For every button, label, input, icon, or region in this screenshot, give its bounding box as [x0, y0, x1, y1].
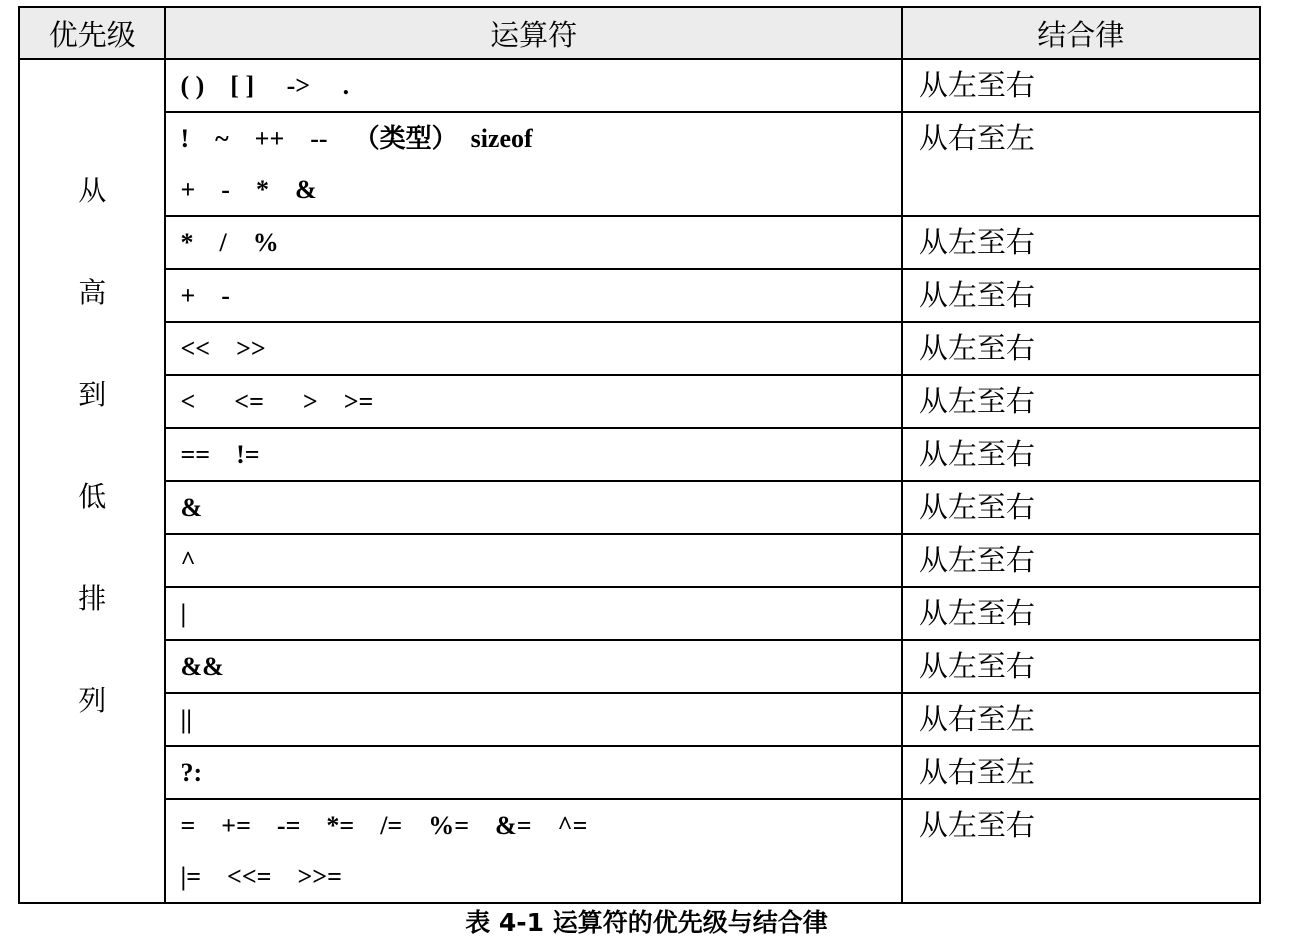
associativity-value: 从左至右 [918, 384, 1035, 418]
priority-char: 到 [78, 378, 107, 411]
associativity-value: 从左至右 [918, 490, 1035, 524]
operators-cell [165, 375, 901, 428]
operators-line: && [180, 652, 224, 681]
associativity-cell [902, 59, 1260, 112]
associativity-value: 从左至右 [918, 225, 1035, 259]
associativity-cell [902, 322, 1260, 375]
table-row [19, 428, 1260, 481]
operators-line: * / % [180, 228, 279, 257]
associativity-cell [902, 112, 1260, 216]
priority-char: 排 [78, 582, 107, 615]
table-row [19, 481, 1260, 534]
table-row [19, 640, 1260, 693]
associativity-cell [902, 375, 1260, 428]
associativity-cell [902, 481, 1260, 534]
operators-line: + - * & [180, 175, 317, 204]
associativity-value: 从左至右 [918, 596, 1035, 630]
operators-line: || [180, 705, 192, 734]
priority-char: 高 [78, 276, 107, 309]
operators-cell [165, 112, 901, 216]
precedence-table [18, 6, 1261, 904]
associativity-value: 从左至右 [918, 808, 1035, 842]
associativity-value: 从左至右 [918, 278, 1035, 312]
associativity-cell [902, 693, 1260, 746]
operators-line: ^ [180, 546, 196, 575]
associativity-value: 从左至右 [918, 68, 1035, 102]
operators-line: | [180, 599, 187, 628]
operators-line: ! ~ ++ -- （类型） sizeof [180, 124, 533, 153]
table-row [19, 322, 1260, 375]
operators-line: = += -= *= /= %= &= ^= [180, 811, 588, 840]
priority-cell [19, 59, 165, 903]
associativity-value: 从右至左 [918, 755, 1035, 789]
header-row [19, 7, 1260, 59]
priority-char: 列 [78, 684, 107, 717]
table-row [19, 216, 1260, 269]
table-body [19, 59, 1260, 903]
operators-line: |= <<= >>= [180, 862, 342, 891]
operators-cell [165, 322, 901, 375]
associativity-cell [902, 269, 1260, 322]
table-row [19, 534, 1260, 587]
operators-line: < <= > >= [180, 387, 374, 416]
associativity-value: 从左至右 [918, 437, 1035, 471]
table-row [19, 799, 1260, 903]
table-row [19, 375, 1260, 428]
operators-cell [165, 428, 901, 481]
associativity-cell [902, 216, 1260, 269]
header-operators: 运算符 [165, 7, 901, 59]
table-row [19, 746, 1260, 799]
header-priority: 优先级 [19, 7, 165, 59]
header-associativity: 结合律 [902, 7, 1260, 59]
operators-line: & [180, 493, 203, 522]
operators-cell [165, 269, 901, 322]
table-row [19, 693, 1260, 746]
associativity-cell [902, 799, 1260, 903]
table-row [19, 112, 1260, 216]
operators-line: == != [180, 440, 260, 469]
priority-char: 从 [78, 174, 107, 207]
operators-cell [165, 693, 901, 746]
operators-cell [165, 59, 901, 112]
operators-line: << >> [180, 334, 266, 363]
operators-line: ?: [180, 758, 203, 787]
operators-cell [165, 587, 901, 640]
associativity-value: 从右至左 [918, 702, 1035, 736]
operators-cell [165, 534, 901, 587]
associativity-value: 从左至右 [918, 331, 1035, 365]
associativity-cell [902, 428, 1260, 481]
operators-cell [165, 746, 901, 799]
operators-cell [165, 481, 901, 534]
associativity-cell [902, 640, 1260, 693]
associativity-cell [902, 534, 1260, 587]
operators-line: ( ) [ ] -> . [180, 71, 350, 100]
table-row [19, 59, 1260, 112]
operators-cell [165, 799, 901, 903]
table-caption: 表 4-1 运算符的优先级与结合律 [465, 908, 828, 937]
associativity-value: 从左至右 [918, 543, 1035, 577]
priority-char: 低 [78, 480, 107, 513]
operators-cell [165, 216, 901, 269]
associativity-value: 从左至右 [918, 649, 1035, 683]
associativity-cell [902, 587, 1260, 640]
table-row [19, 587, 1260, 640]
associativity-value: 从右至左 [918, 121, 1035, 155]
operators-cell [165, 640, 901, 693]
table-row [19, 269, 1260, 322]
operators-line: + - [180, 281, 230, 310]
associativity-cell [902, 746, 1260, 799]
